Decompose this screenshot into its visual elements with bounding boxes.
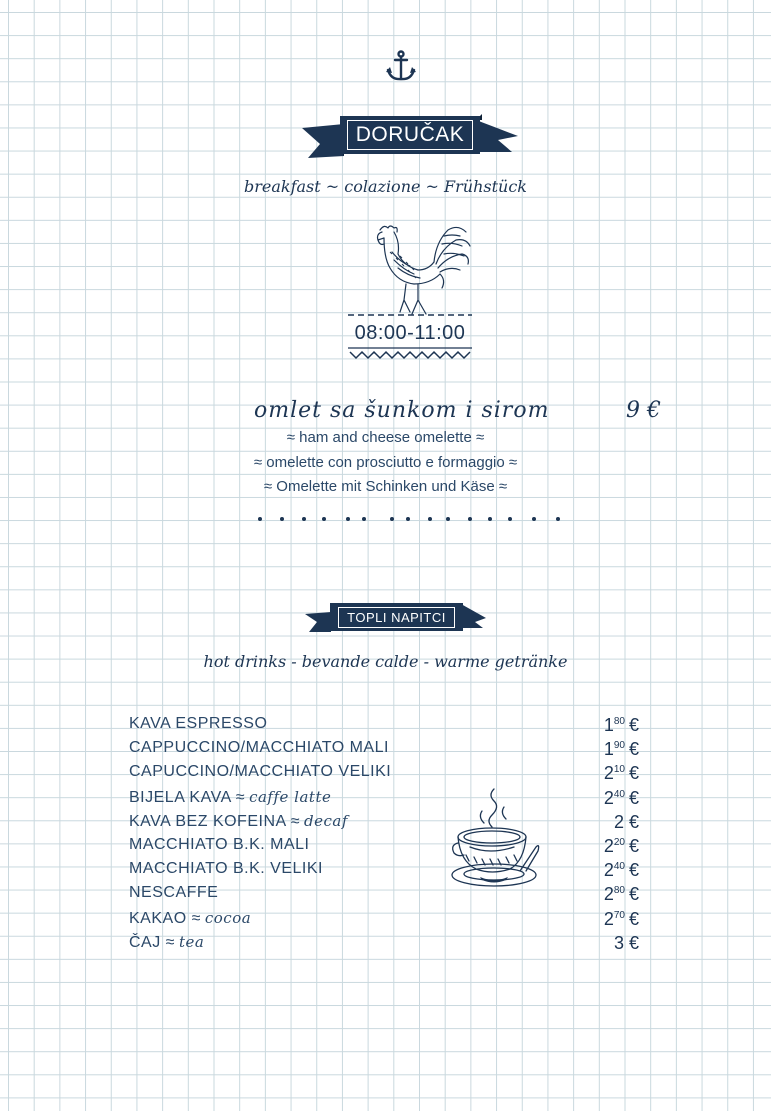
- breakfast-banner: [300, 106, 520, 162]
- rooster-illustration: [370, 222, 474, 322]
- drink-note: cocoa: [204, 908, 252, 927]
- drink-name: MACCHIATO B.K. VELIKI: [129, 860, 323, 878]
- drink-name: CAPPUCCINO/MACCHIATO MALI: [129, 739, 389, 757]
- dish-translation-it: ≈ omelette con prosciutto e formaggio ≈: [253, 454, 518, 471]
- drink-currency: €: [628, 739, 639, 760]
- drink-price-dec: 10: [613, 764, 625, 776]
- dish-name: omlet sa šunkom i sirom: [254, 398, 550, 423]
- drink-currency: €: [628, 908, 639, 929]
- drink-price-int: 2: [603, 763, 614, 784]
- hot-drinks-list: [129, 715, 639, 957]
- list-item: [129, 763, 639, 787]
- breakfast-subtitle: breakfast ~ colazione ~ Frühstück: [243, 177, 527, 196]
- drink-price-int: 2: [603, 835, 614, 856]
- drink-currency: €: [628, 811, 639, 832]
- drink-currency: €: [628, 860, 639, 881]
- breakfast-hours: 08:00-11:00: [354, 322, 466, 344]
- drink-price-dec: 80: [613, 716, 625, 727]
- drink-price-int: 2: [603, 884, 614, 905]
- drink-price-int: 2: [603, 908, 614, 929]
- drink-note: decaf: [304, 811, 348, 830]
- drink-currency: €: [628, 884, 639, 905]
- anchor-icon: [383, 50, 419, 84]
- drink-price-int: 3: [613, 932, 624, 953]
- drink-name: BIJELA KAVA ≈: [129, 788, 246, 806]
- list-item: [129, 788, 639, 812]
- list-item: [129, 909, 639, 933]
- drink-note: caffe latte: [249, 787, 332, 806]
- drink-name: NESCAFFE: [129, 884, 219, 902]
- drink-price-dec: 20: [613, 836, 625, 848]
- drink-name: CAPUCCINO/MACCHIATO VELIKI: [129, 763, 392, 781]
- drink-price-int: 1: [603, 715, 614, 735]
- drink-price-int: 2: [603, 860, 614, 881]
- hot-drinks-banner: [303, 600, 488, 636]
- list-item: [129, 884, 639, 908]
- drink-price-int: 1: [603, 739, 614, 760]
- drink-currency: €: [628, 835, 639, 856]
- drink-currency: €: [628, 932, 639, 953]
- dish-translation-en: ≈ ham and cheese omelette ≈: [286, 429, 485, 446]
- breakfast-banner-title: DORUČAK: [347, 120, 474, 150]
- drink-price-dec: 80: [613, 885, 625, 897]
- list-item: [129, 836, 639, 860]
- drink-name: MACCHIATO B.K. MALI: [129, 835, 310, 853]
- drink-currency: €: [628, 763, 639, 784]
- drink-name: KAVA BEZ KOFEINA ≈: [129, 812, 301, 830]
- drink-price-int: 2: [603, 787, 614, 808]
- drink-name: ČAJ ≈: [129, 933, 175, 951]
- drink-note: tea: [178, 932, 205, 951]
- hot-drinks-banner-title: TOPLI NAPITCI: [338, 607, 455, 628]
- list-item: [129, 715, 639, 739]
- dish-price: 9 €: [626, 398, 661, 423]
- coffee-cup-illustration: [450, 785, 545, 893]
- drink-currency: €: [628, 715, 639, 735]
- dotted-divider: [252, 507, 572, 527]
- dish-translation-de: ≈ Omelette mit Schinken und Käse ≈: [263, 478, 508, 495]
- drink-name: KAKAO ≈: [129, 909, 201, 927]
- drink-currency: €: [628, 787, 639, 808]
- drink-price-dec: 70: [613, 909, 625, 921]
- list-item: [129, 933, 639, 957]
- drink-price-dec: 90: [613, 740, 625, 752]
- drink-price-dec: 40: [613, 861, 625, 873]
- drink-price-dec: 40: [613, 788, 625, 800]
- list-item: [129, 739, 639, 763]
- list-item: [129, 860, 639, 884]
- hot-drinks-subtitle: hot drinks - bevande calde - warme getränke: [203, 652, 568, 671]
- drink-name: KAVA ESPRESSO: [129, 715, 268, 732]
- list-item: [129, 812, 639, 836]
- drink-price-int: 2: [613, 811, 624, 832]
